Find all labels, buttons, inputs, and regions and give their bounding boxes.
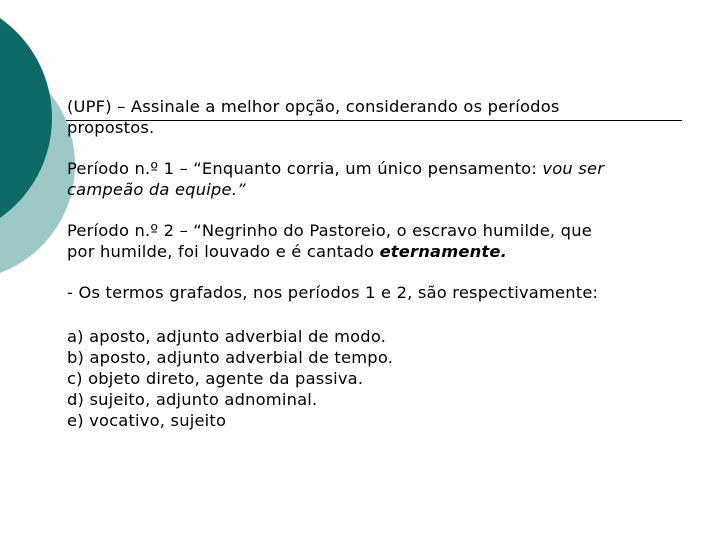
question-line-1: (UPF) – Assinale a melhor opção, considerando os períodos (67, 97, 560, 116)
slide-text (67, 96, 697, 431)
periodo-2-lead: por humilde, foi louvado e é cantado (67, 242, 380, 261)
periodo-1-emph-1: vou ser (542, 159, 605, 178)
periodo-1-tail: .” (231, 180, 246, 199)
periodo-2-line-1: Período n.º 2 – “Negrinho do Pastoreio, o escravo humilde, que (67, 221, 592, 240)
periodo-1-emph-2: campeão da equipe (67, 180, 232, 199)
option-e: e) vocativo, sujeito (67, 411, 227, 430)
option-b: b) aposto, adjunto adverbial de tempo. (67, 348, 394, 367)
periodo-1 (67, 158, 697, 200)
periodo-1-lead: Período n.º 1 – “Enquanto corria, um único pensamento: (67, 159, 543, 178)
question-line-2: propostos. (67, 118, 155, 137)
periodo-2-line-2 (67, 241, 697, 262)
option-a: a) aposto, adjunto adverbial de modo. (67, 327, 387, 346)
option-c: c) objeto direto, agente da passiva. (67, 369, 364, 388)
periodo-2-emph: eternamente. (379, 242, 508, 261)
prompt-line: - Os termos grafados, nos períodos 1 e 2, são respectivamente: (67, 283, 599, 302)
option-d: d) sujeito, adjunto adnominal. (67, 390, 318, 409)
